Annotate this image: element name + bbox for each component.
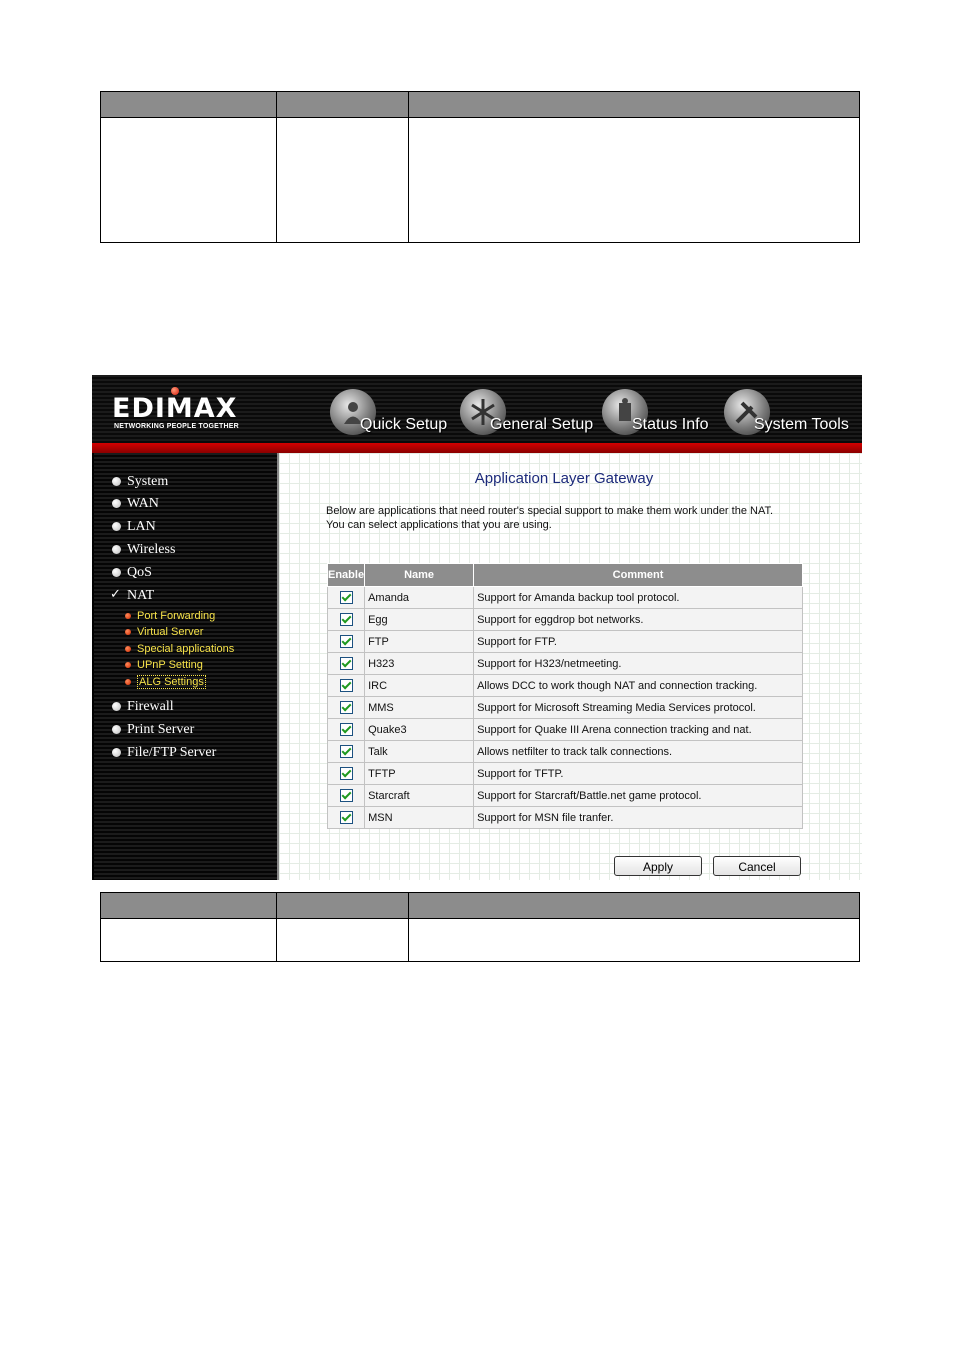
table-row [328,653,803,675]
app-comment: Support for Quake III Arena connection tracking and nat. [474,719,803,741]
sidebar-menu [94,453,277,880]
enable-header: Enable [328,564,365,587]
app-name: IRC [365,675,474,697]
bullet-icon [112,568,121,577]
enable-checkbox[interactable] [340,811,353,824]
enable-cell [328,763,365,785]
sidebar-subitem-label: Port Forwarding [137,610,216,622]
sidebar-item-label: System [127,474,169,489]
enable-checkbox[interactable] [340,789,353,802]
enable-checkbox[interactable] [340,591,353,604]
enable-checkbox[interactable] [340,723,353,736]
bullet-icon [112,725,121,734]
red-dot-icon [125,613,131,619]
sidebar-subitem-label: ALG Settings [139,676,204,688]
bullet-icon [112,545,121,554]
description-line: You can select applications that you are using. [326,519,552,531]
sidebar-subitem-label: UPnP Setting [137,659,203,671]
name-header: Name [365,564,474,587]
app-comment: Support for FTP. [474,631,803,653]
app-comment: Allows DCC to work though NAT and connection tracking. [474,675,803,697]
bullet-icon [112,748,121,757]
sidebar-item-label: Wireless [127,542,176,557]
enable-checkbox[interactable] [340,679,353,692]
app-name: TFTP [365,763,474,785]
page-description [326,504,826,532]
enable-cell [328,631,365,653]
red-dot-icon [125,646,131,652]
main-content [277,453,862,880]
sidebar-item-label: Print Server [127,722,195,737]
sidebar-subitem-label: Virtual Server [137,626,204,638]
app-comment: Support for MSN file tranfer. [474,807,803,829]
enable-checkbox[interactable] [340,701,353,714]
app-comment: Support for TFTP. [474,763,803,785]
doc-table-header [101,92,860,118]
table-row [328,697,803,719]
app-name: H323 [365,653,474,675]
cancel-button[interactable]: Cancel [713,856,801,876]
sidebar-item-label: Firewall [127,699,174,714]
app-name: MSN [365,807,474,829]
app-comment: Support for Starcraft/Battle.net game protocol. [474,785,803,807]
enable-checkbox[interactable] [340,635,353,648]
doc-table-bottom [100,892,860,962]
router-web-ui [92,375,862,880]
table-row [328,763,803,785]
enable-cell [328,807,365,829]
app-name: Talk [365,741,474,763]
alg-table-body [328,587,803,829]
app-name: Amanda [365,587,474,609]
app-name: FTP [365,631,474,653]
sidebar-item-label: LAN [127,519,156,534]
sidebar-item-label: WAN [127,496,159,511]
red-dot-icon [125,679,131,685]
app-comment: Support for Microsoft Streaming Media Services protocol. [474,697,803,719]
bullet-icon [112,499,121,508]
sidebar-item-label: File/FTP Server [127,745,217,760]
tab-label: Status Info [632,416,709,433]
table-row [328,807,803,829]
enable-checkbox[interactable] [340,657,353,670]
sidebar-subitem-label: Special applications [137,643,235,655]
table-row [328,785,803,807]
enable-cell [328,587,365,609]
app-name: Quake3 [365,719,474,741]
tab-label: General Setup [490,416,594,433]
app-comment: Support for H323/netmeeting. [474,653,803,675]
enable-cell [328,609,365,631]
red-dot-icon [125,662,131,668]
sidebar-item-label: NAT [127,588,155,603]
doc-table-top [100,91,860,243]
alg-table [327,563,803,829]
app-comment: Support for eggdrop bot networks. [474,609,803,631]
enable-cell [328,785,365,807]
edimax-logo [94,375,276,443]
app-name: MMS [365,697,474,719]
bullet-icon [112,477,121,486]
apply-button[interactable]: Apply [614,856,702,876]
table-row [328,741,803,763]
table-row [328,719,803,741]
table-row [328,675,803,697]
banner [92,375,862,443]
doc-table-body [101,118,860,243]
bullet-icon [112,522,121,531]
enable-cell [328,741,365,763]
red-dot-icon [125,629,131,635]
logo-tagline: NETWORKING PEOPLE TOGETHER [114,423,239,430]
logo-text: EDIMAX [112,393,238,424]
comment-header: Comment [474,564,803,587]
enable-cell [328,697,365,719]
table-row [328,631,803,653]
doc-table-body [101,919,860,962]
enable-cell [328,653,365,675]
sidebar-item-label: QoS [127,565,152,580]
enable-cell [328,719,365,741]
check-icon: ✓ [110,587,121,602]
alg-table-header [328,564,803,587]
enable-checkbox[interactable] [340,745,353,758]
app-name: Egg [365,609,474,631]
table-row [328,587,803,609]
tab-label: System Tools [754,416,849,433]
app-comment: Support for Amanda backup tool protocol. [474,587,803,609]
app-name: Starcraft [365,785,474,807]
doc-table-header [101,893,860,919]
enable-checkbox[interactable] [340,613,353,626]
banner-divider [92,443,862,453]
description-line: Below are applications that need router's special support to make them work under the NAT. [326,505,774,517]
table-row [328,609,803,631]
bullet-icon [112,702,121,711]
enable-cell [328,675,365,697]
tab-label: Quick Setup [360,416,448,433]
app-comment: Allows netfilter to track talk connections. [474,741,803,763]
enable-checkbox[interactable] [340,767,353,780]
page-title: Application Layer Gateway [474,470,654,487]
